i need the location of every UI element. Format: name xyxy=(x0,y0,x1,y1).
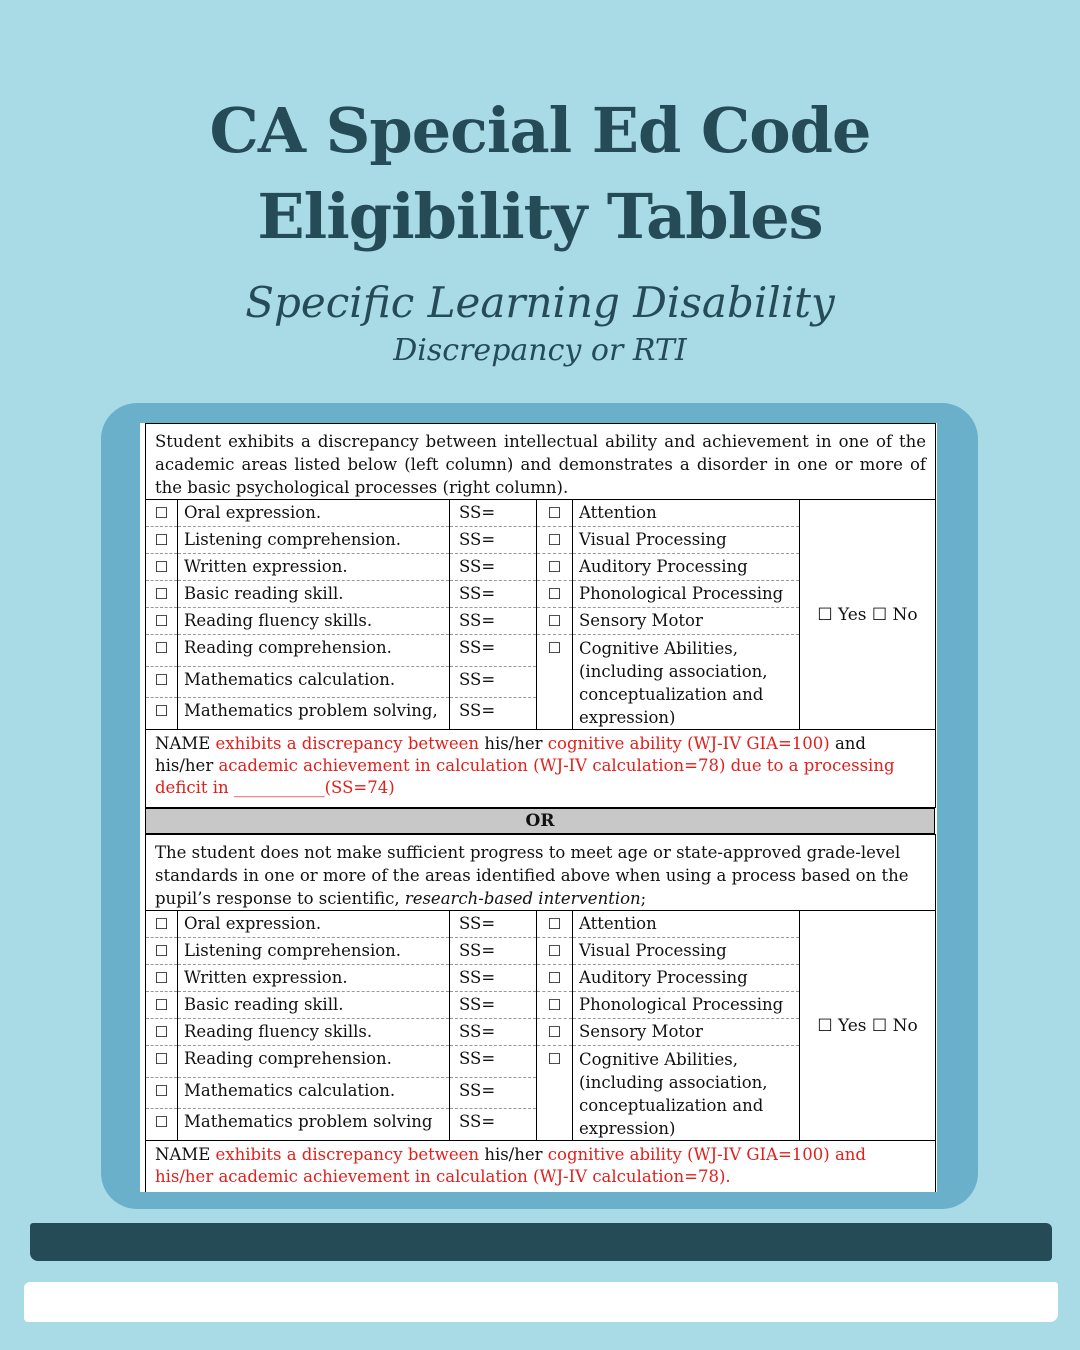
discrepancy-process-label: Sensory Motor xyxy=(573,608,800,635)
rti-area-score: SS= xyxy=(450,911,537,938)
rti-process-label: Visual Processing xyxy=(573,938,800,965)
discrepancy-area-checkbox[interactable]: ☐ xyxy=(146,698,178,730)
rti-area-checkbox[interactable]: ☐ xyxy=(146,992,178,1019)
discrepancy-area-score: SS= xyxy=(450,500,537,527)
rti-intro xyxy=(146,835,936,911)
or-label: OR xyxy=(146,809,935,834)
discrepancy-area-score: SS= xyxy=(450,635,537,667)
discrepancy-process-label: Phonological Processing xyxy=(573,581,800,608)
rti-process-checkbox[interactable]: ☐ xyxy=(537,911,573,938)
discrepancy-name-statement xyxy=(146,730,936,808)
discrepancy-yes-no-selector[interactable]: ☐ Yes ☐ No xyxy=(800,500,936,730)
rti-area-label: Mathematics problem solving xyxy=(178,1109,450,1141)
discrepancy-process-label: Cognitive Abilities, (including association, conceptualization and expression) xyxy=(573,635,800,730)
rti-area-label: Mathematics calculation. xyxy=(178,1077,450,1109)
discrepancy-area-label: Basic reading skill. xyxy=(178,581,450,608)
discrepancy-area-score: SS= xyxy=(450,527,537,554)
discrepancy-process-label: Attention xyxy=(573,500,800,527)
rti-process-checkbox[interactable]: ☐ xyxy=(537,1046,573,1141)
rti-area-checkbox[interactable]: ☐ xyxy=(146,1109,178,1141)
rti-area-checkbox[interactable]: ☐ xyxy=(146,1077,178,1109)
rti-area-checkbox[interactable]: ☐ xyxy=(146,911,178,938)
discrepancy-area-checkbox[interactable]: ☐ xyxy=(146,500,178,527)
rti-area-label: Written expression. xyxy=(178,965,450,992)
discrepancy-area-checkbox[interactable]: ☐ xyxy=(146,527,178,554)
or-divider xyxy=(145,808,935,834)
discrepancy-area-label: Listening comprehension. xyxy=(178,527,450,554)
discrepancy-area-checkbox[interactable]: ☐ xyxy=(146,666,178,698)
rti-row xyxy=(146,911,936,938)
rti-intro-italic: research-based intervention xyxy=(404,889,641,908)
discrepancy-area-label: Reading fluency skills. xyxy=(178,608,450,635)
discrepancy-area-checkbox[interactable]: ☐ xyxy=(146,581,178,608)
discrepancy-name-part: NAME xyxy=(155,734,216,753)
discrepancy-intro: Student exhibits a discrepancy between intellectual ability and achievement in one of the academic areas listed below (left column) and demonstrates a disorder in one or more of the basic psychological processes (right column). xyxy=(146,424,936,500)
rti-intro-end: ; xyxy=(640,889,647,908)
discrepancy-area-label: Oral expression. xyxy=(178,500,450,527)
discrepancy-name-part: academic achievement in calculation (WJ-IV calculation=78) due to a processing deficit in xyxy=(155,756,895,797)
discrepancy-process-checkbox[interactable]: ☐ xyxy=(537,500,573,527)
rti-area-score: SS= xyxy=(450,965,537,992)
rti-area-score: SS= xyxy=(450,1046,537,1078)
rti-name-part: NAME xyxy=(155,1145,216,1164)
subtitle-secondary: Discrepancy or RTI xyxy=(393,333,687,368)
rti-area-label: Basic reading skill. xyxy=(178,992,450,1019)
discrepancy-process-checkbox[interactable]: ☐ xyxy=(537,581,573,608)
rti-name-part: cognitive ability (WJ-IV GIA=100) and his/her academic achievement in calculation (WJ-IV calculation=78). xyxy=(155,1145,866,1186)
discrepancy-area-checkbox[interactable]: ☐ xyxy=(146,635,178,667)
rti-process-label: Phonological Processing xyxy=(573,992,800,1019)
title-line-2: Eligibility Tables xyxy=(257,180,823,253)
rti-area-label: Listening comprehension. xyxy=(178,938,450,965)
rti-area-score: SS= xyxy=(450,1019,537,1046)
rti-process-checkbox[interactable]: ☐ xyxy=(537,938,573,965)
rti-area-score: SS= xyxy=(450,1077,537,1109)
decorative-bar-dark xyxy=(30,1223,1052,1261)
discrepancy-process-checkbox[interactable]: ☐ xyxy=(537,608,573,635)
eligibility-table-rti xyxy=(145,834,936,1192)
discrepancy-area-checkbox[interactable]: ☐ xyxy=(146,608,178,635)
rti-process-checkbox[interactable]: ☐ xyxy=(537,1019,573,1046)
eligibility-table-discrepancy xyxy=(145,423,936,808)
rti-process-label: Auditory Processing xyxy=(573,965,800,992)
rti-area-checkbox[interactable]: ☐ xyxy=(146,1046,178,1078)
discrepancy-process-label: Visual Processing xyxy=(573,527,800,554)
rti-process-checkbox[interactable]: ☐ xyxy=(537,992,573,1019)
rti-area-checkbox[interactable]: ☐ xyxy=(146,938,178,965)
rti-process-label: Sensory Motor xyxy=(573,1019,800,1046)
discrepancy-name-part: ___________(SS=74) xyxy=(233,778,395,797)
discrepancy-name-part: cognitive ability (WJ-IV GIA=100) xyxy=(547,734,835,753)
discrepancy-row xyxy=(146,500,936,527)
discrepancy-process-checkbox[interactable]: ☐ xyxy=(537,554,573,581)
discrepancy-area-score: SS= xyxy=(450,698,537,730)
rti-area-label: Reading comprehension. xyxy=(178,1046,450,1078)
rti-yes-no-selector[interactable]: ☐ Yes ☐ No xyxy=(800,911,936,1141)
discrepancy-area-score: SS= xyxy=(450,666,537,698)
decorative-bar-light xyxy=(24,1282,1058,1322)
title-line-1: CA Special Ed Code xyxy=(209,94,871,167)
rti-area-score: SS= xyxy=(450,992,537,1019)
rti-process-checkbox[interactable]: ☐ xyxy=(537,965,573,992)
rti-area-score: SS= xyxy=(450,938,537,965)
subtitle: Specific Learning Disability xyxy=(245,278,835,327)
document-preview xyxy=(140,423,937,1192)
discrepancy-area-checkbox[interactable]: ☐ xyxy=(146,554,178,581)
discrepancy-name-part: exhibits a discrepancy between xyxy=(215,734,485,753)
rti-name-statement xyxy=(146,1141,936,1193)
rti-area-label: Reading fluency skills. xyxy=(178,1019,450,1046)
discrepancy-area-label: Mathematics calculation. xyxy=(178,666,450,698)
discrepancy-area-score: SS= xyxy=(450,608,537,635)
rti-name-part: exhibits a discrepancy between xyxy=(215,1145,485,1164)
discrepancy-area-label: Mathematics problem solving, xyxy=(178,698,450,730)
rti-area-checkbox[interactable]: ☐ xyxy=(146,965,178,992)
discrepancy-area-score: SS= xyxy=(450,581,537,608)
discrepancy-name-part: his/her xyxy=(155,756,219,775)
discrepancy-process-checkbox[interactable]: ☐ xyxy=(537,635,573,730)
discrepancy-name-part: and xyxy=(834,734,866,753)
rti-area-label: Oral expression. xyxy=(178,911,450,938)
rti-area-checkbox[interactable]: ☐ xyxy=(146,1019,178,1046)
rti-process-label: Attention xyxy=(573,911,800,938)
discrepancy-area-label: Written expression. xyxy=(178,554,450,581)
discrepancy-process-label: Auditory Processing xyxy=(573,554,800,581)
rti-area-score: SS= xyxy=(450,1109,537,1141)
discrepancy-name-row xyxy=(146,730,936,808)
discrepancy-name-part: his/her xyxy=(484,734,548,753)
rti-name-row xyxy=(146,1141,936,1193)
rti-name-part: his/her xyxy=(484,1145,548,1164)
discrepancy-area-score: SS= xyxy=(450,554,537,581)
discrepancy-process-checkbox[interactable]: ☐ xyxy=(537,527,573,554)
rti-intro-text: The student does not make sufficient progress to meet age or state-approved grade-level standards in one or more of the areas identified above when using a process based on the pupil’s response to scientific, xyxy=(155,843,909,908)
rti-process-label: Cognitive Abilities, (including association, conceptualization and expression) xyxy=(573,1046,800,1141)
discrepancy-area-label: Reading comprehension. xyxy=(178,635,450,667)
